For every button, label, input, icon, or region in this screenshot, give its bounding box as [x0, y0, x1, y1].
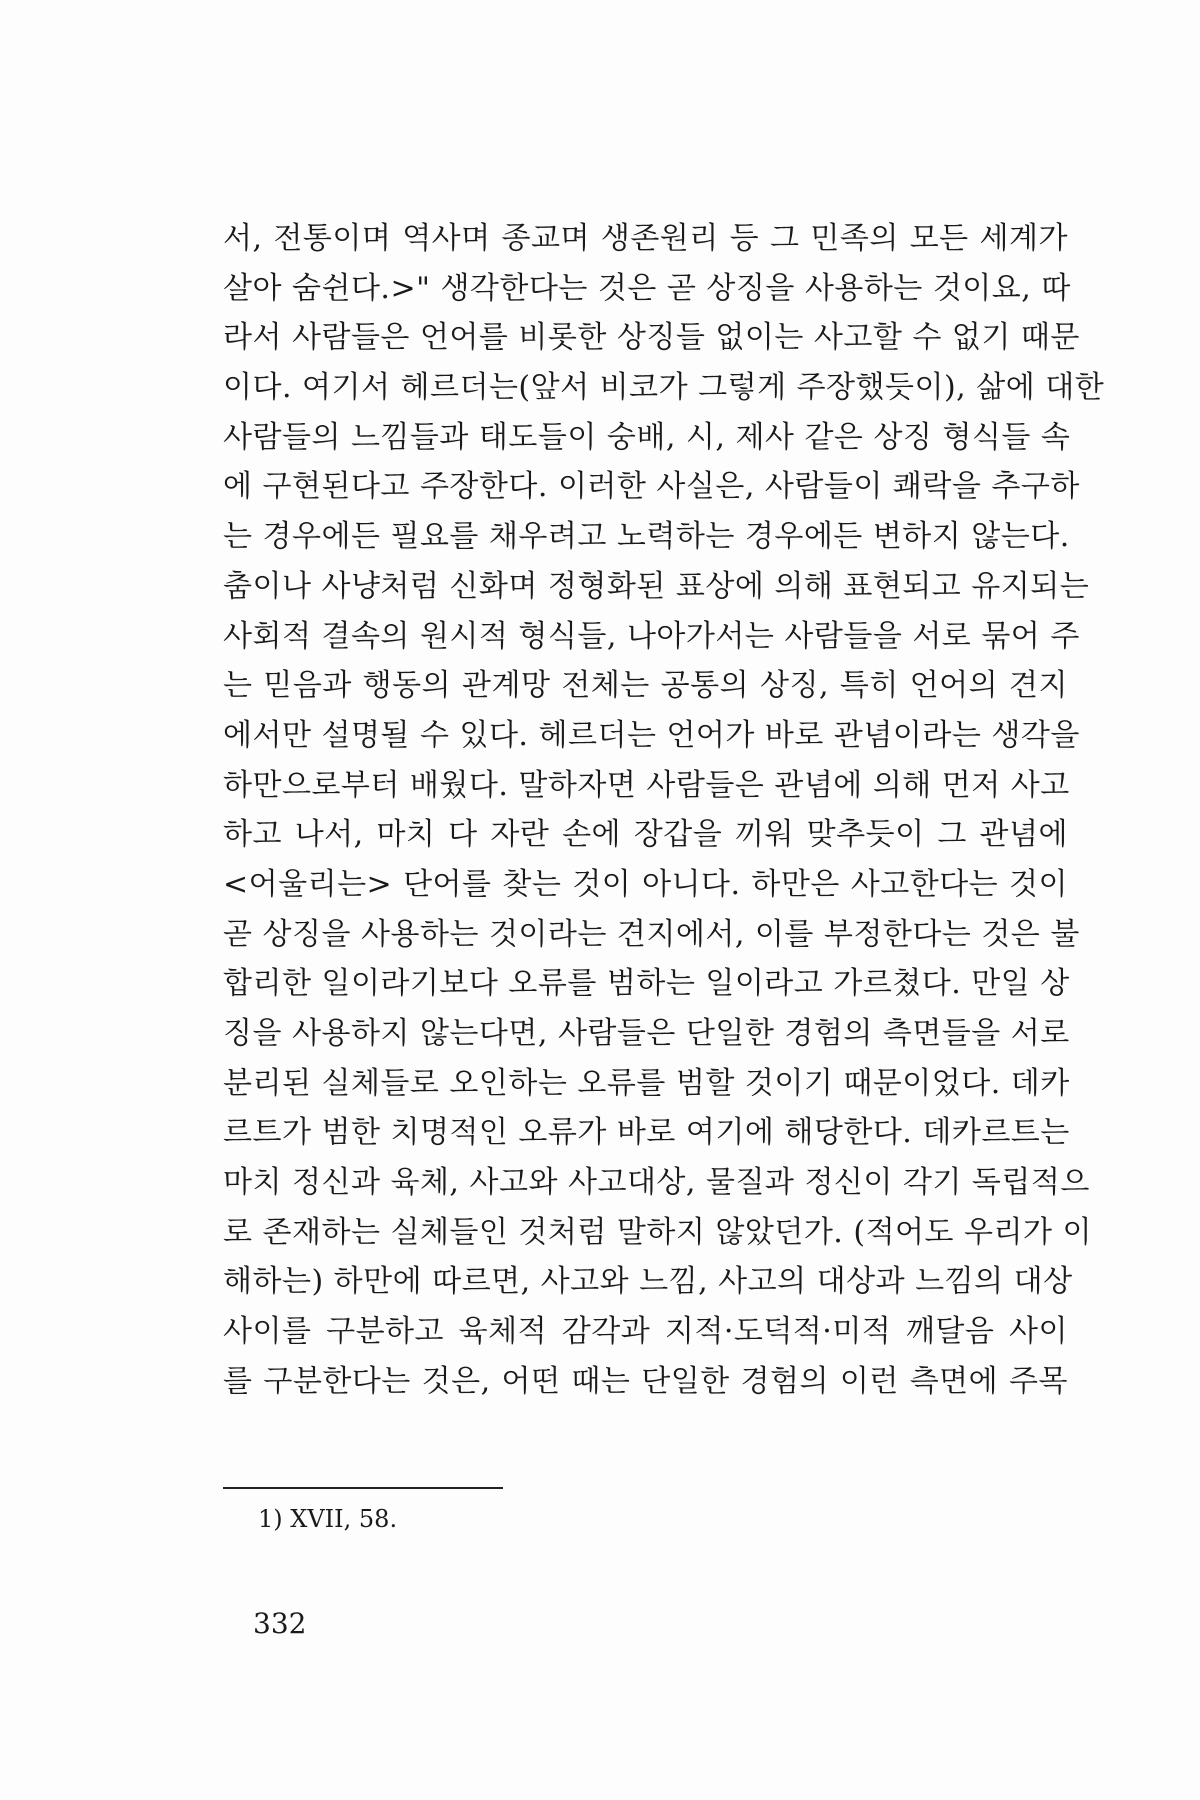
- footnote: 1) XVII, 58.: [258, 1505, 398, 1533]
- text-line: 사이를 구분하고 육체적 감각과 지적·도덕적·미적 깨달음 사이: [223, 1314, 1068, 1350]
- text-line: 분리된 실체들로 오인하는 오류를 범할 것이기 때문이었다. 데카: [223, 1065, 1070, 1101]
- text-line: 로 존재하는 실체들인 것처럼 말하지 않았던가. (적어도 우리가 이: [223, 1214, 1093, 1250]
- text-line: 하만으로부터 배웠다. 말하자면 사람들은 관념에 의해 먼저 사고: [223, 767, 1070, 803]
- text-line: 살아 숨쉰다.>" 생각한다는 것은 곧 상징을 사용하는 것이요, 따: [223, 270, 1071, 306]
- text-line: 징을 사용하지 않는다면, 사람들은 단일한 경험의 측면들을 서로: [223, 1016, 1070, 1051]
- text-line: 이다. 여기서 헤르더는(앞서 비코가 그렇게 주장했듯이), 삶에 대한: [223, 370, 1105, 406]
- text-line: 사람들의 느낌들과 태도들이 숭배, 시, 제사 같은 상징 형식들 속: [223, 419, 1071, 455]
- footnote-divider: [223, 1487, 503, 1489]
- text-line: 는 경우에든 필요를 채우려고 노력하는 경우에든 변하지 않는다.: [223, 519, 1070, 555]
- text-line: <어울리는> 단어를 찾는 것이 아니다. 하만은 사고한다는 것이: [223, 866, 1068, 902]
- text-line: 합리한 일이라기보다 오류를 범하는 일이라고 가르쳤다. 만일 상: [223, 966, 1070, 1002]
- body-text: [223, 214, 1105, 1407]
- text-line: 해하는) 하만에 따르면, 사고와 느낌, 사고의 대상과 느낌의 대상: [223, 1264, 1073, 1300]
- text-line: 춤이나 사냥처럼 신화며 정형화된 표상에 의해 표현되고 유지되는: [223, 568, 1090, 604]
- text-line: 하고 나서, 마치 다 자란 손에 장갑을 끼워 맞추듯이 그 관념에: [223, 817, 1068, 853]
- text-line: 르트가 범한 치명적인 오류가 바로 여기에 해당한다. 데카르트는: [223, 1115, 1070, 1151]
- text-line: 를 구분한다는 것은, 어떤 때는 단일한 경험의 이런 측면에 주목: [223, 1363, 1068, 1399]
- text-line: 서, 전통이며 역사며 종교며 생존원리 등 그 민족의 모든 세계가: [223, 221, 1068, 256]
- page-number: 332: [253, 1607, 307, 1640]
- text-line: 마치 정신과 육체, 사고와 사고대상, 물질과 정신이 각기 독립적으: [223, 1165, 1090, 1201]
- text-line: 에서만 설명될 수 있다. 헤르더는 언어가 바로 관념이라는 생각을: [223, 717, 1080, 753]
- text-line: 사회적 결속의 원시적 형식들, 나아가서는 사람들을 서로 묶어 주: [223, 618, 1080, 654]
- text-line: 에 구현된다고 주장한다. 이러한 사실은, 사람들이 쾌락을 추구하: [223, 469, 1080, 505]
- text-line: 라서 사람들은 언어를 비롯한 상징들 없이는 사고할 수 없기 때문: [223, 320, 1080, 356]
- text-line: 는 믿음과 행동의 관계망 전체는 공통의 상징, 특히 언어의 견지: [223, 668, 1068, 704]
- text-line: 곧 상징을 사용하는 것이라는 견지에서, 이를 부정한다는 것은 불: [223, 916, 1080, 952]
